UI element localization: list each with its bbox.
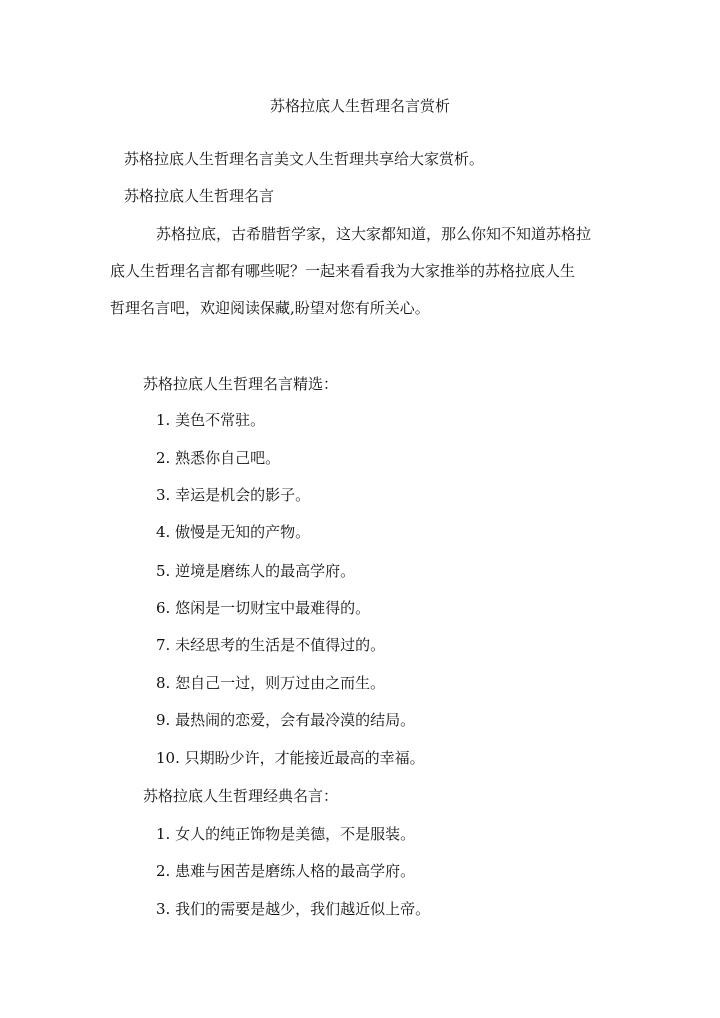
- list-item-number: 3.: [156, 486, 171, 504]
- list-item: [156, 899, 430, 919]
- list-item-number: 8.: [156, 674, 171, 692]
- paragraph-line-1: 苏格拉底，古希腊哲学家，这大家都知道，那么你知不知道苏格拉: [156, 225, 592, 243]
- list-item-number: 3.: [156, 900, 171, 918]
- list-item-number: 7.: [156, 636, 171, 654]
- paragraph-line-2: 底人生哲理名言都有哪些呢？一起来看看我为大家推举的苏格拉底人生: [110, 262, 576, 280]
- list-item-text: 傲慢是无知的产物。: [175, 523, 311, 541]
- intro-line: 苏格拉底人生哲理名言美文人生哲理共享给大家赏析。: [124, 150, 485, 168]
- list-item-text: 最热闹的恋爱，会有最冷漠的结局。: [175, 711, 416, 729]
- paragraph-line-3: 哲理名言吧，欢迎阅读保藏,盼望对您有所关心。: [110, 299, 430, 317]
- list-item-text: 悠闲是一切财宝中最难得的。: [175, 599, 371, 617]
- list-item-text: 逆境是磨练人的最高学府。: [175, 562, 356, 580]
- list-item-text: 只期盼少许，才能接近最高的幸福。: [184, 749, 425, 767]
- list-item: [156, 861, 415, 881]
- list-item-text: 幸运是机会的影子。: [175, 486, 311, 504]
- section2-heading: 苏格拉底人生哲理经典名言：: [143, 787, 339, 805]
- list-item: [156, 598, 370, 618]
- list-item-number: 4.: [156, 523, 171, 541]
- list-item-number: 2.: [156, 862, 171, 880]
- list-item: [156, 635, 385, 655]
- list-item-number: 1.: [156, 825, 171, 843]
- list-item: [156, 522, 310, 542]
- list-item: [156, 824, 415, 844]
- list-item-text: 我们的需要是越少，我们越近似上帝。: [175, 900, 431, 918]
- list-item-number: 6.: [156, 599, 171, 617]
- list-item-text: 女人的纯正饰物是美德，不是服装。: [175, 825, 416, 843]
- list-item-number: 2.: [156, 449, 171, 467]
- list-item-text: 美色不常驻。: [175, 411, 266, 429]
- list-item: [156, 485, 310, 505]
- list-item: [156, 448, 280, 468]
- list-item: [156, 561, 355, 581]
- list-item: [156, 710, 415, 730]
- subtitle-line: 苏格拉底人生哲理名言: [124, 187, 275, 205]
- list-item-number: 9.: [156, 711, 171, 729]
- list-item-text: 恕自己一过，则万过由之而生。: [175, 674, 386, 692]
- document-title: 苏格拉底人生哲理名言赏析: [269, 97, 450, 115]
- list-item-number: 1.: [156, 411, 171, 429]
- list-item: [156, 748, 425, 768]
- list-item-text: 未经思考的生活是不值得过的。: [175, 636, 386, 654]
- list-item-text: 患难与困苦是磨练人格的最高学府。: [175, 862, 416, 880]
- list-item-number: 5.: [156, 562, 171, 580]
- list-item-text: 熟悉你自己吧。: [175, 449, 281, 467]
- section1-heading: 苏格拉底人生哲理名言精选：: [143, 375, 339, 393]
- list-item: [156, 410, 265, 430]
- list-item: [156, 673, 385, 693]
- list-item-number: 10.: [156, 749, 180, 767]
